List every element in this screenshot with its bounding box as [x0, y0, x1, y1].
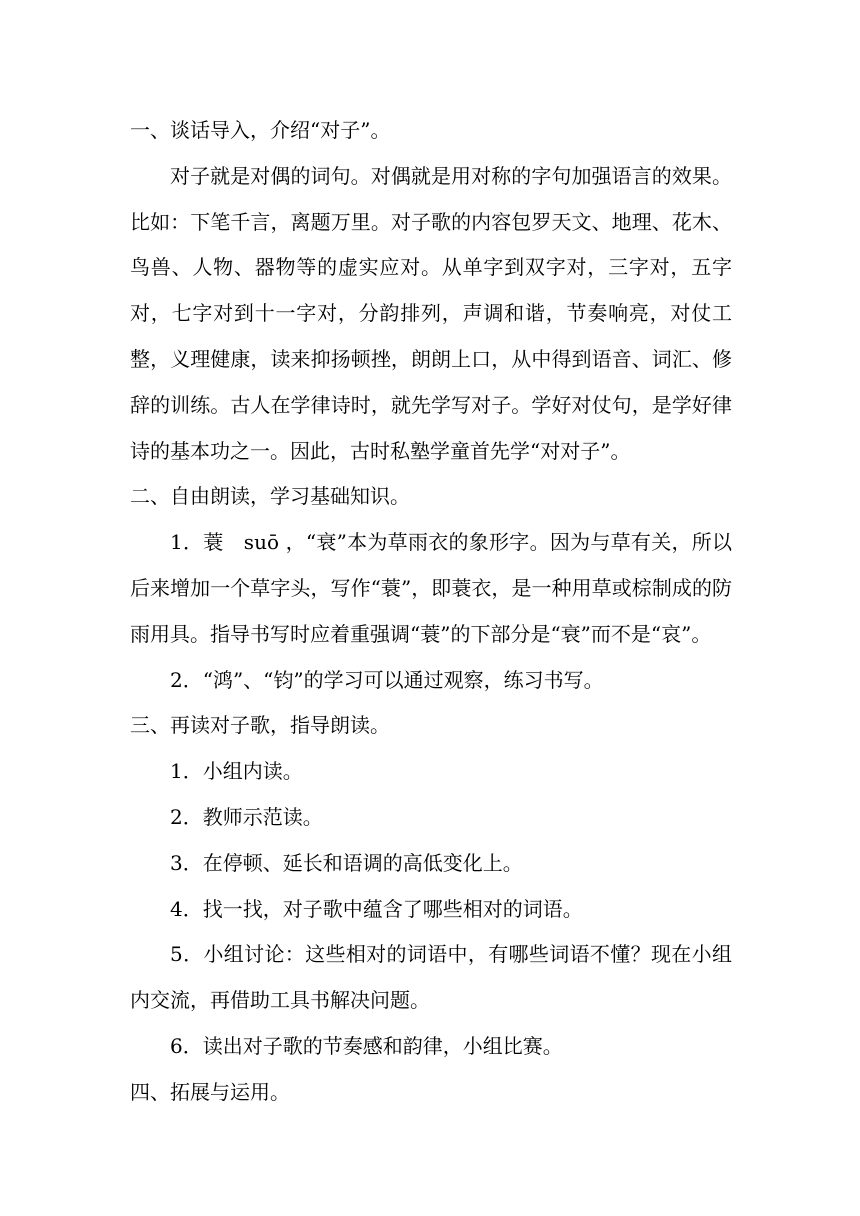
- paragraph-duizi-definition: 对子就是对偶的词句。对偶就是用对称的字句加强语言的效果。比如：下笔千言，离题万里。对子歌的内容包罗天文、地理、花木、鸟兽、人物、器物等的虚实应对。从单字到双字对，三字对，五字对，七字对到十一字对，分韵排列，声调和谐，节奏响亮，对仗工整，义理健康，读来抑扬顿挫，朗朗上口，从中得到语音、词汇、修辞的训练。古人在学律诗时，就先学写对子。学好对仗句，是学好律诗的基本功之一。因此，古时私塾学童首先学“对对子”。: [130, 163, 732, 463]
- list-item-pause-tone: 3．在停顿、延长和语调的高低变化上。: [170, 850, 523, 875]
- list-item-hong-jun: 2．“鸿”、“钧”的学习可以通过观察，练习书写。: [170, 667, 604, 692]
- section-heading-4: 四、拓展与运用。: [130, 1079, 290, 1104]
- document-body: [130, 108, 732, 1116]
- list-item-teacher-demo: 2．教师示范读。: [170, 804, 323, 829]
- list-item-rhythm-contest: 6．读出对子歌的节奏感和韵律，小组比赛。: [170, 1033, 563, 1058]
- section-heading-3: 三、再读对子歌，指导朗读。: [130, 713, 390, 738]
- list-item-group-discussion: 5．小组讨论：这些相对的词语中，有哪些词语不懂？现在小组内交流，再借助工具书解决问题。: [130, 942, 732, 1013]
- list-item-suo: 1．蓑 suō ，“衰”本为草雨衣的象形字。因为与草有关，所以后来增加一个草字头，写作“蓑”，即蓑衣，是一种用草或棕制成的防雨用具。指导书写时应着重强调“蓑”的下部分是“衰”而不是“哀”。: [130, 530, 732, 646]
- list-item-find-opposites: 4．找一找，对子歌中蕴含了哪些相对的词语。: [170, 896, 583, 921]
- list-item-group-read: 1．小组内读。: [170, 759, 303, 784]
- section-heading-2: 二、自由朗读，学习基础知识。: [130, 484, 410, 509]
- section-heading-1: 一、谈话导入，介绍“对子”。: [130, 118, 391, 142]
